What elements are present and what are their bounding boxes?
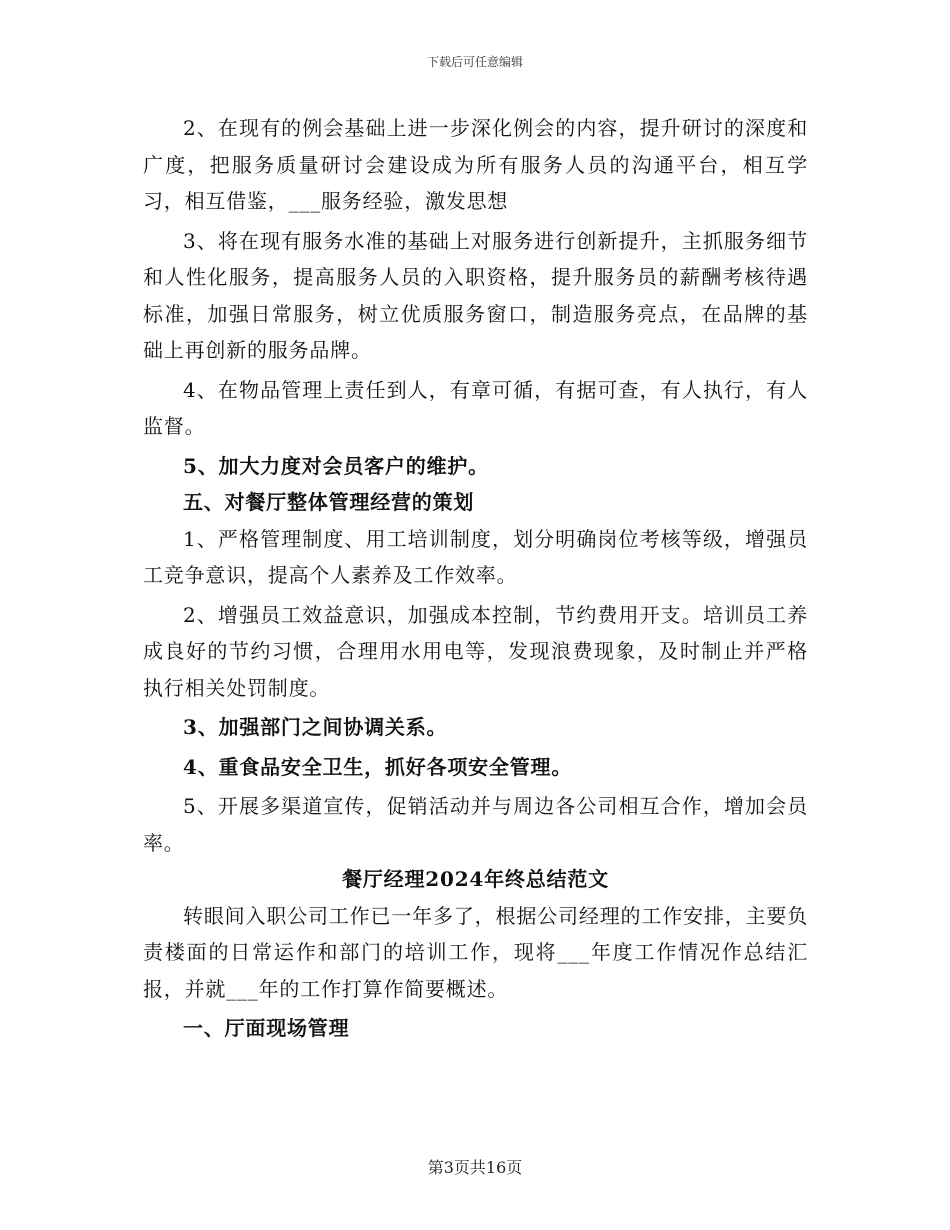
document-title: 餐厅经理2024年终总结范文 bbox=[342, 867, 609, 891]
document-body bbox=[143, 110, 808, 1047]
section-heading-overall-management: 五、对餐厅整体管理经营的策划 bbox=[183, 490, 475, 514]
paragraph-promotion: 5、开展多渠道宣传，促销活动并与周边各公司相互合作，增加会员率。 bbox=[143, 794, 808, 855]
paragraph-cost-control: 2、增强员工效益意识，加强成本控制，节约费用开支。培训员工养成良好的节约习惯，合理用水用电等，发现浪费现象，及时制止并严格执行相关处罚制度。 bbox=[143, 602, 808, 700]
paragraph-strict-management: 1、严格管理制度、用工培训制度，划分明确岗位考核等级，增强员工竞争意识，提高个人素养及工作效率。 bbox=[143, 526, 808, 587]
page-header: 下载后可任意编辑 bbox=[426, 55, 523, 69]
paragraph-service-innovation: 3、将在现有服务水准的基础上对服务进行创新提升，主抓服务细节和人性化服务，提高服务人员的入职资格，提升服务员的薪酬考核待遇标准，加强日常服务，树立优质服务窗口，制造服务亮点，在品牌的基础上再创新的服务品牌。 bbox=[143, 228, 808, 362]
page-footer: 第3页共16页 bbox=[427, 1158, 523, 1177]
section-heading-floor-management: 一、厅面现场管理 bbox=[183, 1016, 350, 1040]
paragraph-service-meeting: 2、在现有的例会基础上进一步深化例会的内容，提升研讨的深度和广度，把服务质量研讨会建设成为所有服务人员的沟通平台，相互学习，相互借鉴，___服务经验，激发思想 bbox=[143, 116, 808, 213]
paragraph-food-safety: 4、重食品安全卫生，抓好各项安全管理。 bbox=[183, 754, 573, 779]
paragraph-introduction: 转眼间入职公司工作已一年多了，根据公司经理的工作安排，主要负责楼面的日常运作和部门的培训工作，现将___年度工作情况作总结汇报，并就___年的工作打算作简要概述。 bbox=[143, 903, 808, 1001]
paragraph-department-coordination: 3、加强部门之间协调关系。 bbox=[183, 715, 448, 739]
paragraph-member-maintenance: 5、加大力度对会员客户的维护。 bbox=[183, 453, 489, 478]
paragraph-item-management: 4、在物品管理上责任到人，有章可循，有据可查，有人执行，有人监督。 bbox=[143, 377, 808, 438]
